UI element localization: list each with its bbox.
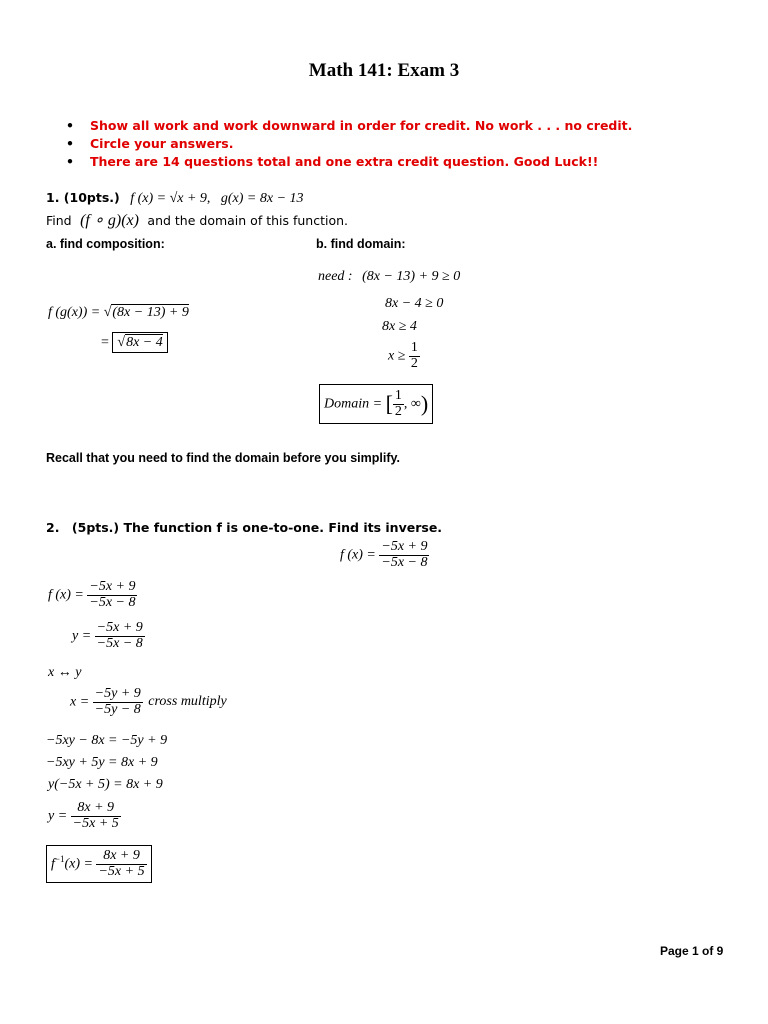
q2-step1-num: −5x + 9 xyxy=(89,579,136,594)
q2-answer-den: −5x + 5 xyxy=(98,863,145,879)
q2-answer-lhs: (x) = xyxy=(64,856,93,872)
q2-given-num: −5x + 9 xyxy=(381,539,428,554)
q2-header xyxy=(46,519,442,537)
q1-step3-num: 1 xyxy=(410,340,418,355)
q1-comp-line2 xyxy=(101,335,168,351)
q2-step8-lhs: y = xyxy=(48,808,68,824)
instructions-list xyxy=(66,117,632,171)
q1-comp-line1: f (g(x)) = √(8x − 13) + 9 xyxy=(48,305,189,320)
q1-find-suffix: and the domain of this function. xyxy=(147,213,349,228)
q2-answer-num: 8x + 9 xyxy=(103,848,140,863)
q2-prompt: (5pts.) The function f is one-to-one. Find its inverse. xyxy=(71,520,443,535)
q2-step1-lhs: f (x) = xyxy=(48,587,84,603)
q1-step1: 8x − 4 ≥ 0 xyxy=(385,296,444,311)
q2-step1 xyxy=(48,580,137,610)
q1-comp-lhs: f (g(x)) = xyxy=(48,305,101,320)
page-number: Page 1 of 9 xyxy=(660,944,724,958)
q2-given-den: −5x − 8 xyxy=(381,554,428,570)
q2-step2-den: −5x − 8 xyxy=(96,635,143,651)
q1-find-line xyxy=(46,210,348,230)
q2-step6: −5xy + 5y = 8x + 9 xyxy=(46,755,158,770)
q1-domain-num: 1 xyxy=(394,388,402,403)
q1-recall-note: Recall that you need to find the domain before you simplify. xyxy=(46,451,400,465)
q2-step7: y(−5x + 5) = 8x + 9 xyxy=(48,777,163,792)
q2-step8-num: 8x + 9 xyxy=(77,800,115,815)
q1-label: 1. (10pts.) xyxy=(46,190,120,205)
q2-step4 xyxy=(70,687,227,717)
q2-step2-num: −5x + 9 xyxy=(96,620,143,635)
q1-domain-box: Domain = [ $\frac{1}{2}$ , ∞) xyxy=(319,384,433,424)
q1-need-label: need : xyxy=(318,269,353,284)
q1-comp-answer: 8x − 4 xyxy=(126,335,163,350)
q1-need-expr: (8x − 13) + 9 ≥ 0 xyxy=(362,269,461,284)
q1-comp-eq: = xyxy=(101,335,109,350)
q1-step3 xyxy=(388,341,420,371)
q1-part-a: a. find composition: xyxy=(46,237,165,251)
q1-comp-radicand: (8x − 13) + 9 xyxy=(112,305,189,320)
q2-answer-f: f xyxy=(51,856,55,872)
q2-step2 xyxy=(72,621,145,651)
q2-step4-den: −5y − 8 xyxy=(94,701,141,717)
q1-given-g: g(x) = 8x − 13 xyxy=(220,191,304,206)
q1-domain-den: 2 xyxy=(394,403,402,419)
page-title: Math 141: Exam 3 xyxy=(308,60,460,81)
q1-domain-label: Domain = xyxy=(324,396,383,412)
q2-given xyxy=(340,540,429,570)
q2-label: 2. xyxy=(46,520,60,535)
q2-step8-den: −5x + 5 xyxy=(72,815,119,831)
q2-step4-lhs: x = xyxy=(70,694,90,710)
q1-step2: 8x ≥ 4 xyxy=(382,319,417,334)
q1-find-expr: (f ∘ g)(x) xyxy=(80,212,139,229)
q2-given-lhs: f (x) = xyxy=(340,547,376,563)
q2-answer-sup: −1 xyxy=(54,853,65,864)
q2-step4-num: −5y + 9 xyxy=(94,686,141,701)
instruction-item: • Circle your answers. xyxy=(66,135,632,153)
q2-step5: −5xy − 8x = −5y + 9 xyxy=(46,733,168,748)
q1-domain-tail: , ∞ xyxy=(403,396,421,412)
q1-header: 1. (10pts.) f (x) = √x + 9, g(x) = 8x − 13 xyxy=(46,190,304,206)
q1-step3-den: 2 xyxy=(410,355,418,371)
q2-step8 xyxy=(48,801,121,831)
q1-given-f: f (x) = √x + 9 xyxy=(130,191,207,206)
q1-part-b: b. find domain: xyxy=(316,237,406,251)
q1-step3-lhs: x ≥ xyxy=(388,348,406,364)
q2-step2-lhs: y = xyxy=(72,628,92,644)
q2-step3: x ↔ y xyxy=(48,665,82,680)
q2-step1-den: −5x − 8 xyxy=(89,594,136,610)
instruction-item: • Show all work and work downward in order for credit. No work . . . no credit. xyxy=(66,117,632,135)
q1-find-prefix: Find xyxy=(46,213,72,228)
instruction-item: • There are 14 questions total and one extra credit question. Good Luck!! xyxy=(66,153,632,171)
q1-need-line xyxy=(318,269,460,285)
q2-answer-box xyxy=(46,845,152,883)
q2-step4-note: cross multiply xyxy=(148,694,227,710)
q1-comp-answer-box: √8x − 4 xyxy=(112,332,167,353)
